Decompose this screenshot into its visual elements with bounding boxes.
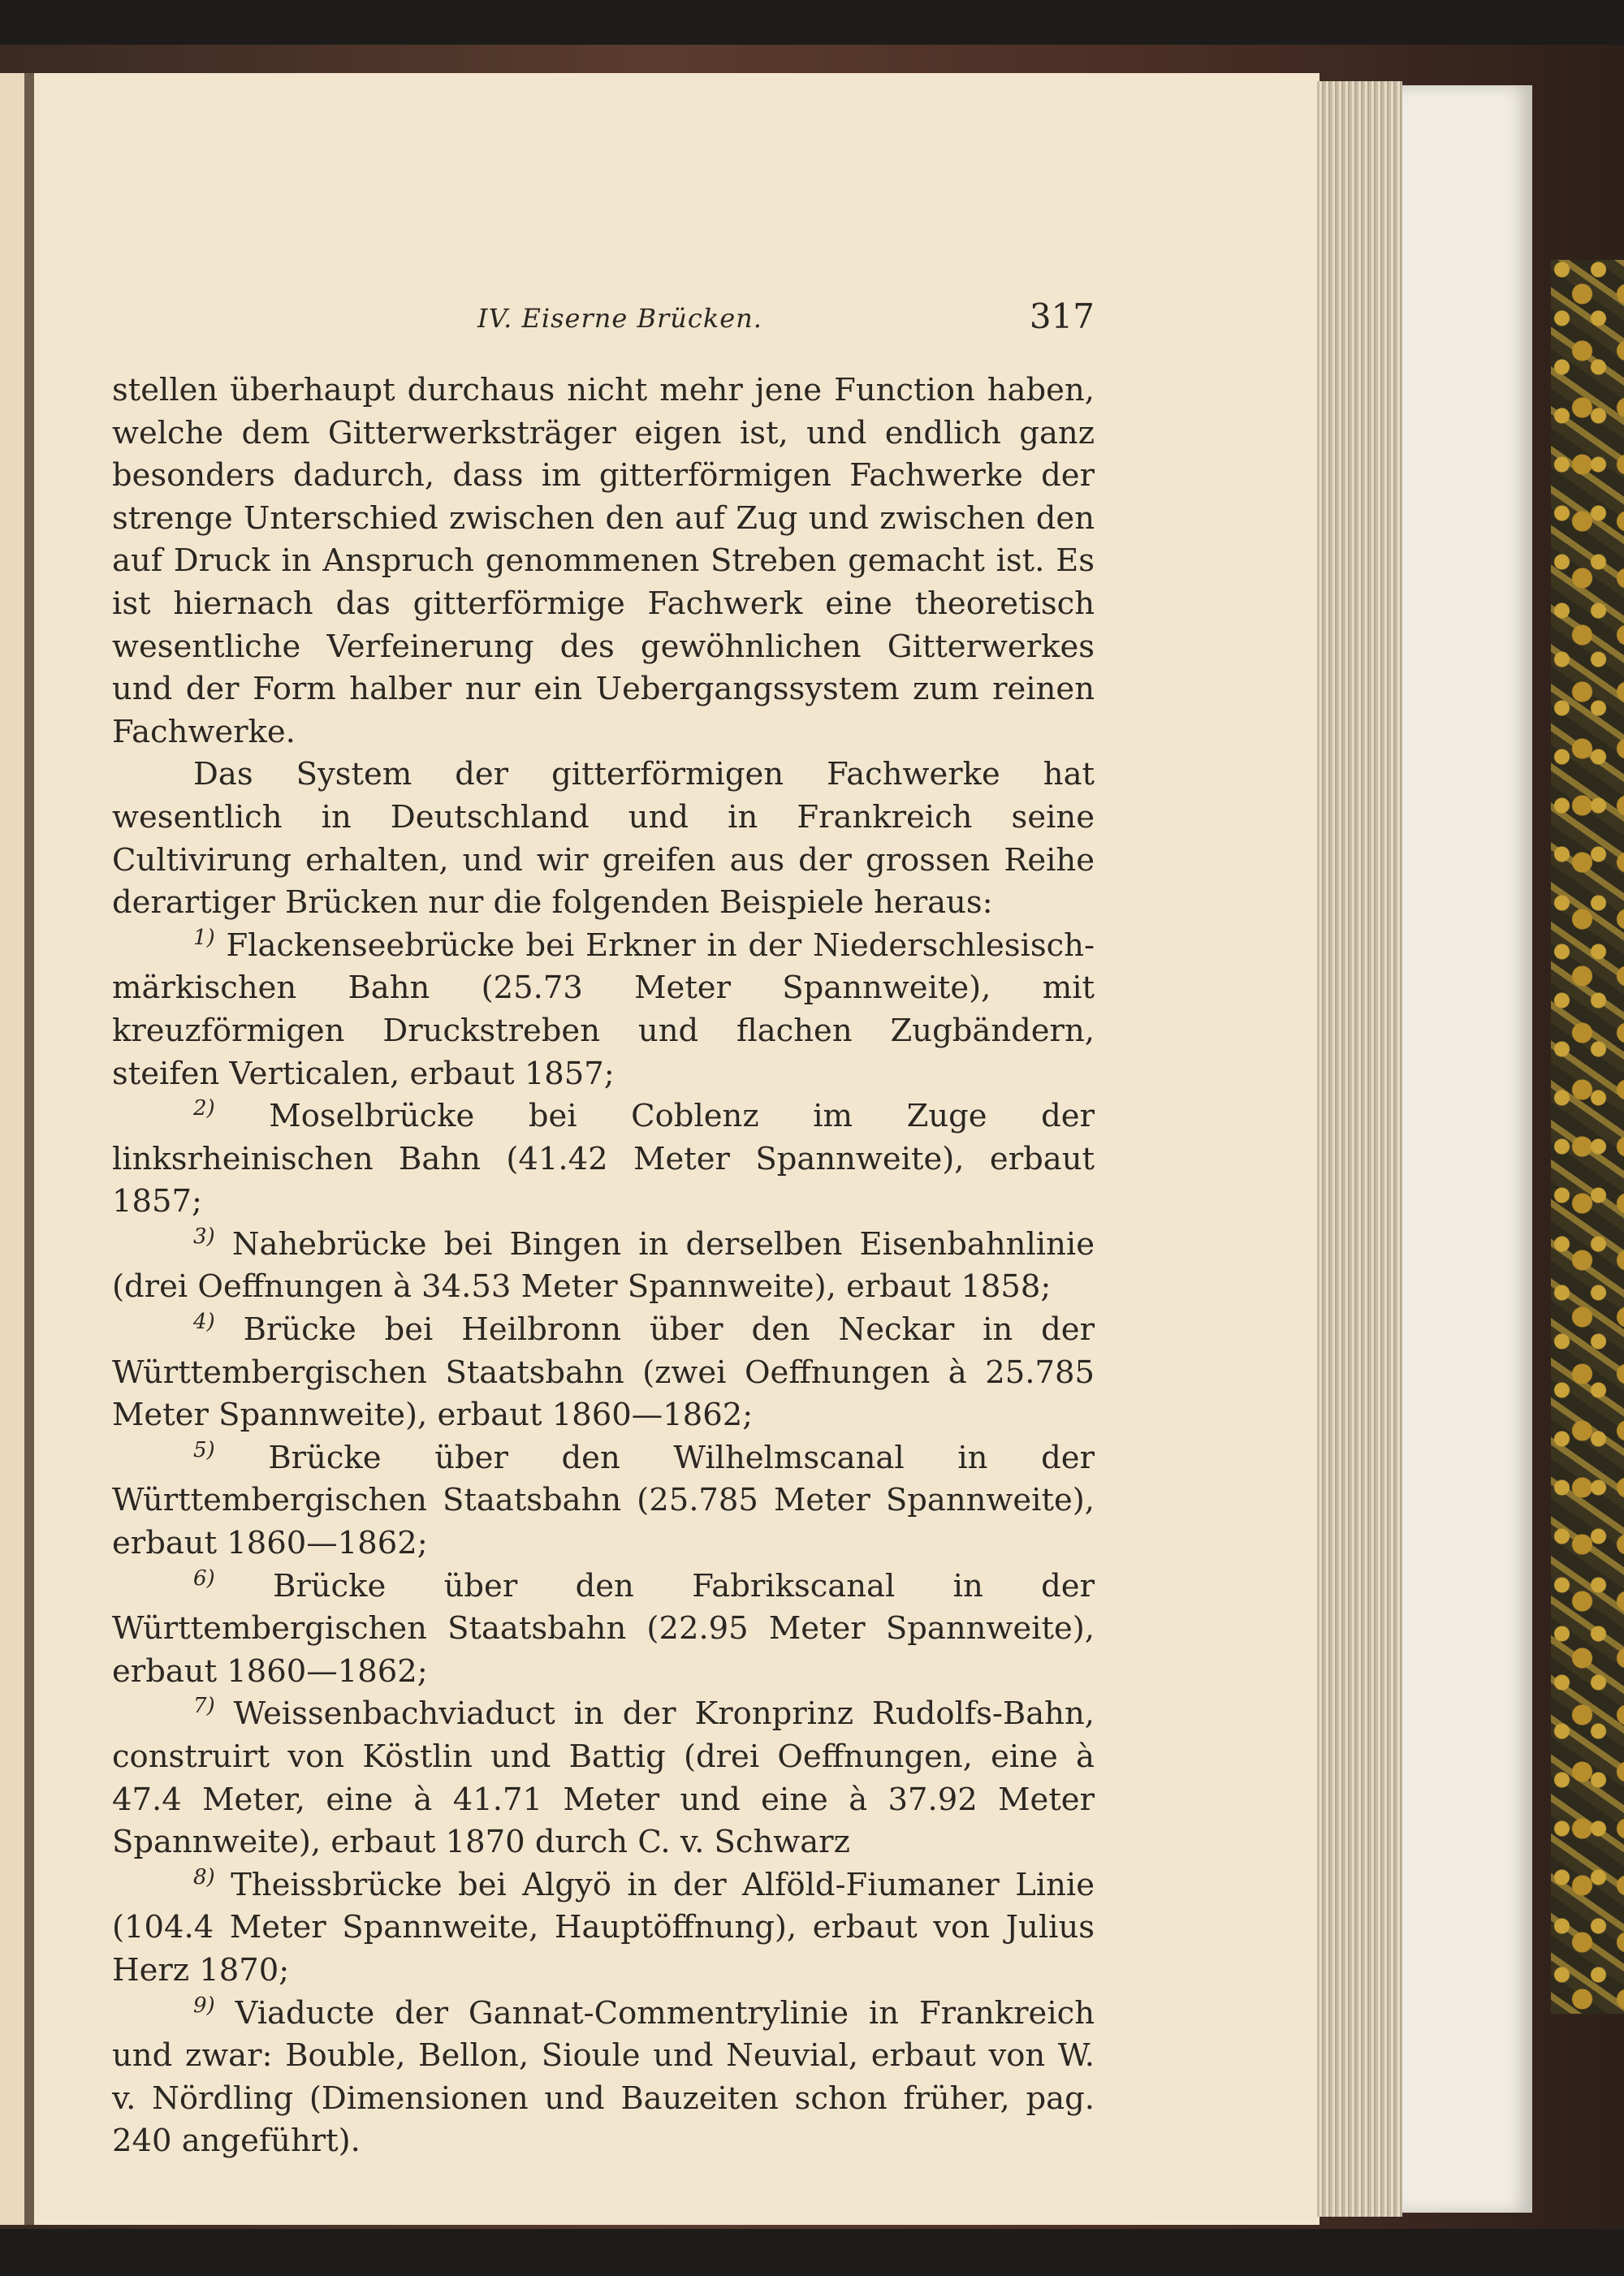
item-number: 9) [193,1993,215,2018]
item-text: Viaducte der Gannat-Commentrylinie in Frankreich und zwar: Bouble, Bellon, Sioule und Neuvial, erbaut von W. v. Nördling (Dimensionen und Bauzeiten schon früher, pag. 240 angeführt). [112,1994,1095,2160]
item-text: Weissenbachviaduct in der Kronprinz Rudolfs-Bahn, construirt von Köstlin und Battig (drei Oeffnungen, eine à 47.4 Meter, eine à 41.71 Meter und eine à 37.92 Meter Spannweite), erbaut 1870 durch C. v. Schwarz [112,1695,1095,1861]
item-text: Nahebrücke bei Bingen in derselben Eisenbahnlinie (drei Oeffnungen à 34.53 Meter Spannweite), erbaut 1858; [112,1225,1095,1306]
item-number: 7) [193,1694,215,1719]
item-text: Brücke bei Heilbronn über den Neckar in der Württembergischen Staatsbahn (zwei Oeffnungen à 25.785 Meter Spannweite), erbaut 1860—1862; [112,1311,1095,1434]
list-item [112,925,1095,1095]
paragraph-1: stellen überhaupt durchaus nicht mehr jene Function haben, welche dem Gitterwerksträger eigen ist, und endlich ganz besonders dadurch, dass im gitterförmigen Fachwerke der strenge Unterschied zwischen den auf Zug und zwischen den auf Druck in Anspruch genommenen Streben gemacht ist. Es ist hiernach das gitterförmige Fachwerk eine theoretisch wesentliche Verfeinerung des gewöhnlichen Gitterwerkes und der Form halber nur ein Uebergangssystem zum reinen Fachwerke. [112,372,1095,750]
item-number: 6) [193,1566,215,1591]
item-text: Brücke über den Fabrikscanal in der Württembergischen Staatsbahn (22.95 Meter Spannweite), erbaut 1860—1862; [112,1567,1095,1690]
item-number: 5) [193,1438,215,1463]
list-item [112,1864,1095,1993]
item-text: Brücke über den Wilhelmscanal in der Württembergischen Staatsbahn (25.785 Meter Spannweite), erbaut 1860—1862; [112,1439,1095,1562]
paragraph-2: Das System der gitterförmigen Fachwerke hat wesentlich in Deutschland und in Frankreich seine Cultivirung erhalten, und wir greifen aus der grossen Reihe derartiger Brücken nur die folgenden Beispiele heraus: [112,756,1095,922]
page-edges [1317,81,1402,2217]
list-item [112,1993,1095,2163]
endpaper [1402,85,1532,2213]
item-number: 1) [193,925,215,950]
item-text: Theissbrücke bei Algyö in der Alföld-Fiumaner Linie (104.4 Meter Spannweite, Hauptöffnung), erbaut von Julius Herz 1870; [112,1866,1095,1989]
page-number: 317 [1029,296,1095,336]
list-item [112,1309,1095,1437]
list-item [112,1437,1095,1566]
item-text: Moselbrücke bei Coblenz im Zuge der linksrheinischen Bahn (41.42 Meter Spannweite), erbaut 1857; [112,1098,1095,1220]
item-number: 8) [193,1864,215,1889]
item-number: 2) [193,1096,215,1121]
item-text: Flackenseebrücke bei Erkner in der Niederschlesisch-märkischen Bahn (25.73 Meter Spannweite), mit kreuzförmigen Druckstreben und flachen Zugbändern, steifen Verticalen, erbaut 1857; [112,926,1095,1092]
list-item [112,1224,1095,1309]
header-title: IV. Eiserne Brücken. [477,303,762,334]
running-header [112,296,1095,337]
marbled-cover-edge [1551,260,1624,2014]
page-body [112,369,1095,2163]
item-number: 3) [193,1224,215,1250]
list-item [112,1693,1095,1864]
list-item [112,1095,1095,1224]
list-item [112,1566,1095,1694]
item-number: 4) [193,1310,215,1335]
